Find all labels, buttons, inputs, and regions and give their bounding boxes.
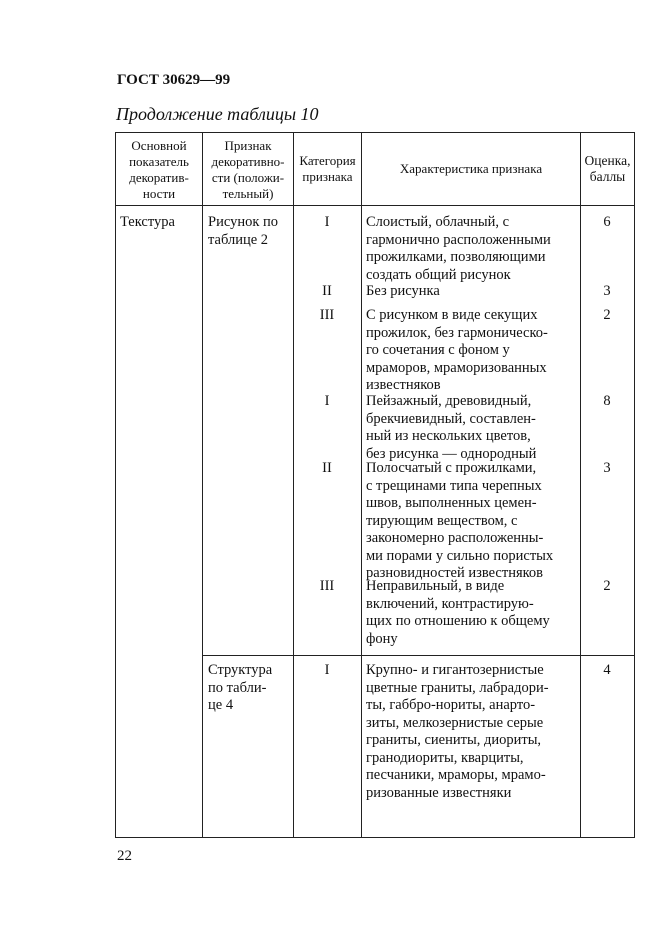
category-cell: I	[324, 393, 330, 409]
characteristic-cell: Слоистый, облачный, с гармонично расположенными прожилками, позволяющими создать общий рисунок	[366, 214, 551, 283]
category-cell: I	[324, 214, 330, 230]
characteristic-cell: Крупно- и гигантозернистые цветные граниты, лабрадори- ты, габбро-нориты, анарто- зиты, мелкозернистые серые граниты, сиениты, диориты, гранодиориты, кварциты, песчаники, мраморы, мрамо- ризованные известняки	[366, 662, 549, 801]
score-cell: 2	[603, 578, 611, 594]
page-number: 22	[117, 848, 132, 864]
score-cell: 2	[603, 307, 611, 323]
col-divider-3	[361, 132, 362, 838]
header-bottom-border	[115, 205, 635, 206]
document-id: ГОСТ 30629—99	[117, 72, 231, 88]
column-header-score: Оценка, баллы	[584, 153, 631, 184]
feature-cell: Структура по табли- це 4	[208, 662, 273, 713]
category-cell: III	[319, 578, 335, 594]
table-caption: Продолжение таблицы 10	[116, 104, 319, 124]
category-cell: II	[322, 283, 332, 299]
col-divider-4	[580, 132, 581, 838]
category-cell: III	[319, 307, 335, 323]
category-cell: I	[324, 662, 330, 678]
col-divider-2	[293, 132, 294, 838]
score-cell: 6	[603, 214, 611, 230]
table-top-border	[115, 132, 635, 133]
characteristic-cell: Без рисунка	[366, 283, 440, 299]
column-header-category: Категория признака	[299, 153, 356, 184]
feature-cell: Рисунок по таблице 2	[208, 214, 279, 248]
score-cell: 3	[603, 283, 611, 299]
score-cell: 4	[603, 662, 611, 678]
table-bottom-border	[115, 837, 635, 838]
score-cell: 3	[603, 460, 611, 476]
characteristic-cell: Неправильный, в виде включений, контрастирую- щих по отношению к общему фону	[366, 578, 550, 647]
characteristic-cell: Полосчатый с прожилками, с трещинами типа черепных швов, выполненных цемен- тирующим веществом, с закономерно расположенны- ми порами у сильно пористых разновидностей известняков	[366, 460, 554, 581]
indicator-cell: Текстура	[120, 214, 175, 230]
table-left-border	[115, 132, 116, 838]
column-header-indicator: Основной показатель декоратив- ности	[129, 138, 189, 201]
characteristic-cell: С рисунком в виде секущих прожилок, без гармоническо- го сочетания с фоном у мраморов, мраморизованных известняков	[366, 307, 548, 393]
col-divider-1	[202, 132, 203, 838]
category-cell: II	[322, 460, 332, 476]
column-header-characteristic: Характеристика признака	[399, 161, 543, 176]
column-header-feature: Признак декоративно- сти (положи- тельный)	[211, 138, 285, 201]
table-right-border	[634, 132, 635, 838]
characteristic-cell: Пейзажный, древовидный, брекчиевидный, составлен- ный из нескольких цветов, без рисунка — однородный	[366, 393, 537, 462]
score-cell: 8	[603, 393, 611, 409]
group-divider	[202, 655, 635, 656]
